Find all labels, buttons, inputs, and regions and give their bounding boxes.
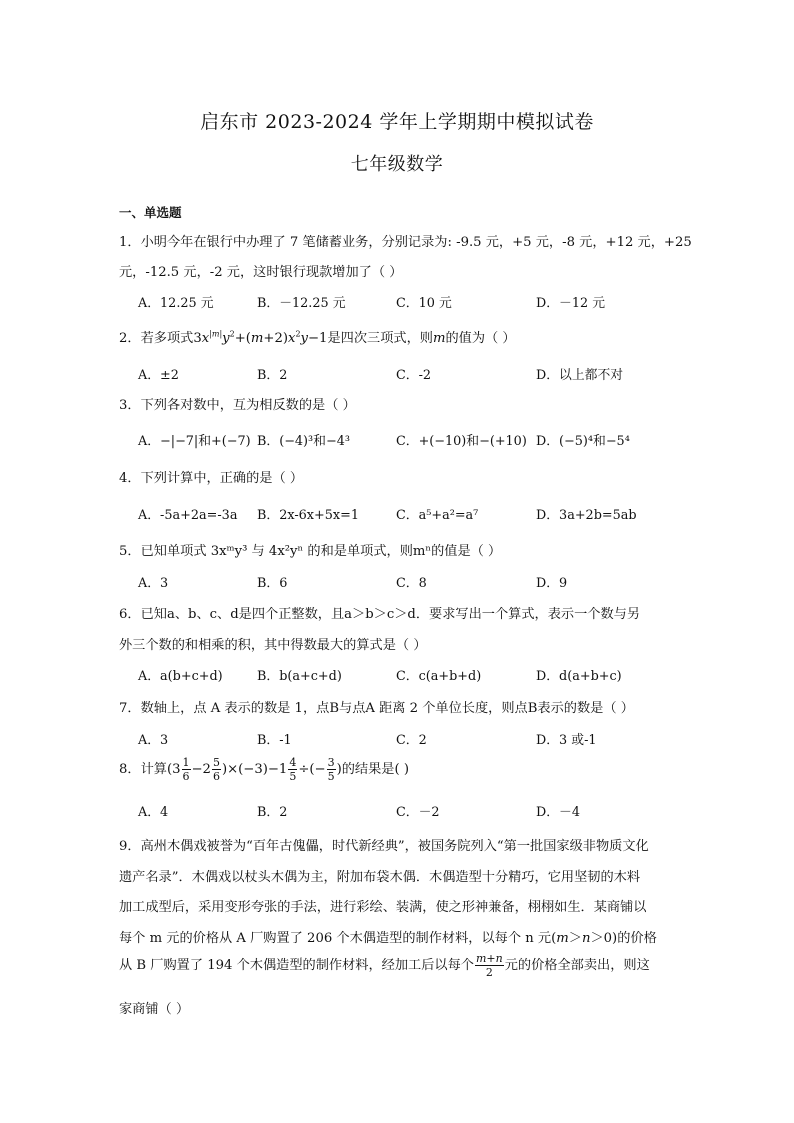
question-9-line-2: 遗产名录”．木偶戏以杖头木偶为主，附加布袋木偶．木偶造型十分精巧，它用坚韧的木料	[119, 870, 641, 885]
question-6-line-2: 外三个数的和相乘的积，其中得数最大的算式是（ ）	[119, 638, 427, 653]
q8-option-a: A．4	[138, 805, 169, 820]
q1-option-a: A．12.25 元	[138, 296, 214, 311]
q8-option-d: D．－4	[536, 805, 580, 820]
question-1-line-1: 1．小明今年在银行中办理了 7 笔储蓄业务，分别记录为: -9.5 元，+5 元，-8 元，+12 元，+25	[119, 235, 692, 250]
q8-expression: (3 $\frac{1}{6}$ −2 $\frac{5}{6}$ )×(−3)−1 $\frac{4}{5}$ ÷(− $\frac{3}{5}$ )	[166, 756, 342, 783]
q2-option-a: A．±2	[138, 368, 179, 383]
q2-tail: 的值为（ ）	[445, 331, 516, 346]
question-4: 4．下列计算中，正确的是（ ）	[119, 471, 304, 486]
q8-prefix: 8．计算	[119, 762, 167, 777]
q2-variable: m	[432, 331, 446, 346]
q7-option-b: B．-1	[257, 733, 292, 748]
question-1-line-2: 元，-12.5 元，-2 元，这时银行现款增加了（ ）	[119, 265, 403, 280]
question-6-line-1: 6．已知a、b、c、d是四个正整数，且a＞b＞c＞d．要求写出一个算式，表示一个数与另	[119, 607, 641, 622]
q7-option-c: C．2	[396, 733, 427, 748]
q4-option-c: C．a⁵+a²=a⁷	[396, 508, 479, 523]
question-7: 7．数轴上，点 A 表示的数是 1，点B与点A 距离 2 个单位长度，则点B表示的数是（ ）	[119, 701, 634, 716]
q1-option-c: C．10 元	[396, 296, 452, 311]
q3-option-d: D．(−5)⁴和−5⁴	[536, 434, 630, 449]
question-9-line-6: 家商铺（ ）	[119, 1002, 190, 1017]
q9-line-4-end: 的价格	[617, 931, 657, 946]
q8-option-b: B．2	[257, 805, 288, 820]
question-9-line-3: 加工成型后，采用变形夸张的手法，进行彩绘、装满，使之形神兼备，栩栩如生．某商铺以	[119, 900, 647, 915]
question-2	[119, 327, 516, 346]
q9-line-5-start: 从 B 厂购置了 194 个木偶造型的制作材料，经加工后以每个	[119, 958, 474, 973]
q2-suffix: 是四次三项式，则	[327, 331, 433, 346]
q2-polynomial: $3x^{|m|}y^2+(m+2)x^2y-1$	[193, 329, 328, 346]
question-3: 3．下列各对数中，互为相反数的是（ ）	[119, 398, 356, 413]
q3-option-c: C．+(−10)和−(+10)	[396, 434, 527, 449]
page-subtitle: 七年级数学	[350, 154, 444, 175]
question-8	[119, 757, 409, 782]
q8-option-c: C．－2	[396, 805, 440, 820]
q7-option-d: D．3 或-1	[536, 733, 597, 748]
q9-line-5-end: 元的价格全部卖出，则这	[504, 958, 650, 973]
q2-option-b: B．2	[257, 368, 288, 383]
q9-condition: (m＞n＞0)	[551, 931, 618, 946]
q4-option-d: D．3a+2b=5ab	[536, 508, 637, 523]
q1-option-b: B．－12.25 元	[257, 296, 346, 311]
question-9-line-1: 9．高州木偶戏被誉为“百年古傀儡，时代新经典”，被国务院列入“第一批国家级非物质文化	[119, 839, 649, 854]
q4-option-b: B．2x-6x+5x=1	[257, 508, 359, 523]
q1-option-d: D．－12 元	[536, 296, 606, 311]
q9-price-fraction: $\frac{m+n}{2}$	[475, 952, 503, 979]
q3-option-b: B．(−4)³和−4³	[257, 434, 350, 449]
q6-option-b: B．b(a+c+d)	[257, 669, 342, 684]
page-title: 启东市 2023-2024 学年上学期期中模拟试卷	[200, 111, 594, 133]
q7-option-a: A．3	[138, 733, 169, 748]
q6-option-c: C．c(a+b+d)	[396, 669, 482, 684]
q5-option-a: A．3	[138, 576, 169, 591]
q2-prefix: 2．若多项式	[119, 331, 194, 346]
q5-option-d: D．9	[536, 576, 568, 591]
q5-option-c: C．8	[396, 576, 427, 591]
q8-suffix: 的结果是( )	[341, 762, 409, 777]
q4-option-a: A．-5a+2a=-3a	[138, 508, 238, 523]
q6-option-d: D．d(a+b+c)	[536, 669, 622, 684]
q3-option-a: A．−|−7|和+(−7)	[138, 434, 251, 449]
section-heading: 一、单选题	[119, 205, 182, 220]
q6-option-a: A．a(b+c+d)	[138, 669, 223, 684]
q2-option-d: D．以上都不对	[536, 368, 624, 383]
question-9-line-4	[119, 927, 657, 946]
question-9-line-5	[119, 953, 650, 978]
question-5: 5．已知单项式 3xᵐy³ 与 4x²yⁿ 的和是单项式，则mⁿ的值是（ ）	[119, 544, 502, 559]
q2-option-c: C．-2	[396, 368, 432, 383]
q5-option-b: B．6	[257, 576, 288, 591]
q9-line-4-start: 每个 m 元的价格从 A 厂购置了 206 个木偶造型的制作材料，以每个 n 元	[119, 931, 552, 946]
